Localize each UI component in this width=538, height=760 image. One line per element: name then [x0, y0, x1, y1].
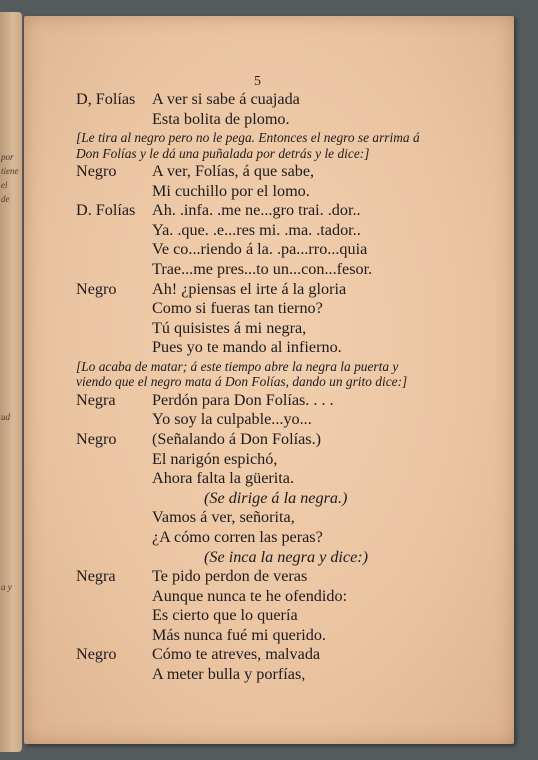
- verse-text: Tú quisistes á mi negra,: [152, 318, 307, 337]
- verse-line: [76, 182, 496, 202]
- speaker-name: Negro: [76, 279, 117, 298]
- verse-line: [76, 391, 496, 411]
- verse-line: [76, 469, 496, 489]
- verse-line: [76, 508, 496, 528]
- verse-text: Trae...me pres...to un...con...fesor.: [152, 259, 373, 278]
- speaker-name: Negra: [76, 390, 116, 409]
- verse-text: Mi cuchillo por el lomo.: [152, 181, 310, 200]
- verse-line: [76, 450, 496, 470]
- margin-fragment: el: [1, 180, 8, 190]
- verse-text: Pues yo te mando al infierno.: [152, 338, 342, 357]
- stage-note: (Se dirige á la negra.): [204, 488, 348, 507]
- stage-note-line: [76, 548, 496, 568]
- verse-text: Ve co...riendo á la. .pa...rro...quia: [152, 240, 368, 259]
- verse-text: Ahora falta la güerita.: [152, 469, 295, 488]
- verse-line: [76, 626, 496, 646]
- margin-fragment: por: [1, 152, 14, 162]
- verse-line: [76, 240, 496, 260]
- book-page: [24, 16, 514, 744]
- margin-fragment: ud: [1, 412, 10, 422]
- verse-text: El narigón espichó,: [152, 449, 278, 468]
- verse-line: [76, 280, 496, 300]
- verse-line: [76, 221, 496, 241]
- margin-fragment: de: [1, 194, 10, 204]
- verse-text: Yo soy la culpable...yo...: [152, 410, 312, 429]
- verse-line: [76, 201, 496, 221]
- verse-line: [76, 90, 496, 110]
- previous-page-edge: [0, 12, 22, 752]
- speaker-name: Negro: [76, 645, 117, 664]
- verse-line: [76, 665, 496, 685]
- verse-text: A ver si sabe á cuajada: [152, 90, 300, 108]
- speaker-name: D, Folías: [76, 90, 136, 108]
- verse-text: Ya. .que. .e...res mi. .ma. .tador..: [152, 220, 361, 239]
- play-text: [76, 90, 496, 685]
- verse-line: [76, 410, 496, 430]
- verse-text: Te pido perdon de veras: [152, 567, 308, 586]
- margin-fragment: a y: [1, 582, 12, 592]
- verse-line: [76, 260, 496, 280]
- verse-text: Perdón para Don Folías. . . .: [152, 390, 334, 409]
- verse-text: Vamos á ver, señorita,: [152, 508, 295, 527]
- stage-note: (Se inca la negra y dice:): [204, 547, 369, 566]
- verse-text: A ver, Folías, á que sabe,: [152, 162, 315, 180]
- verse-text: Aunque nunca te he ofendido:: [152, 586, 348, 605]
- speaker-name: Negro: [76, 429, 117, 448]
- margin-fragment: tiene: [1, 166, 19, 176]
- verse-text: Ah! ¿piensas el irte á la gloria: [152, 279, 347, 298]
- verse-text: A meter bulla y porfías,: [152, 665, 306, 684]
- verse-line: [76, 430, 496, 450]
- verse-text: (Señalando á Don Folías.): [152, 429, 322, 448]
- verse-line: [76, 567, 496, 587]
- stage-direction: [Le tira al negro pero no le pega. Entonces el negro se arrima á Don Folías y le dá una puñalada por detrás y le dice:]: [76, 130, 420, 161]
- verse-line: [76, 162, 496, 182]
- verse-text: Esta bolita de plomo.: [152, 109, 290, 128]
- verse-line: [76, 645, 496, 665]
- verse-text: Más nunca fué mi querido.: [152, 625, 326, 644]
- verse-line: [76, 319, 496, 339]
- verse-line: [76, 110, 496, 130]
- verse-line: [76, 528, 496, 548]
- verse-text: Ah. .infa. .me ne...gro trai. .dor..: [152, 201, 361, 220]
- stage-direction: [Lo acaba de matar; á este tiempo abre la negra la puerta y viendo que el negro mata á Don Folías, dando un grito dice:]: [76, 358, 408, 390]
- verse-text: Es cierto que lo quería: [152, 606, 298, 625]
- verse-line: [76, 587, 496, 607]
- speaker-name: D. Folías: [76, 201, 136, 220]
- page-number: 5: [254, 74, 261, 89]
- verse-line: [76, 606, 496, 626]
- speaker-name: Negro: [76, 162, 117, 180]
- stage-note-line: [76, 489, 496, 509]
- verse-text: Como si fueras tan tierno?: [152, 299, 323, 318]
- verse-text: Cómo te atreves, malvada: [152, 645, 321, 664]
- verse-line: [76, 299, 496, 319]
- verse-text: ¿A cómo corren las peras?: [152, 527, 323, 546]
- speaker-name: Negra: [76, 567, 116, 586]
- verse-line: [76, 338, 496, 358]
